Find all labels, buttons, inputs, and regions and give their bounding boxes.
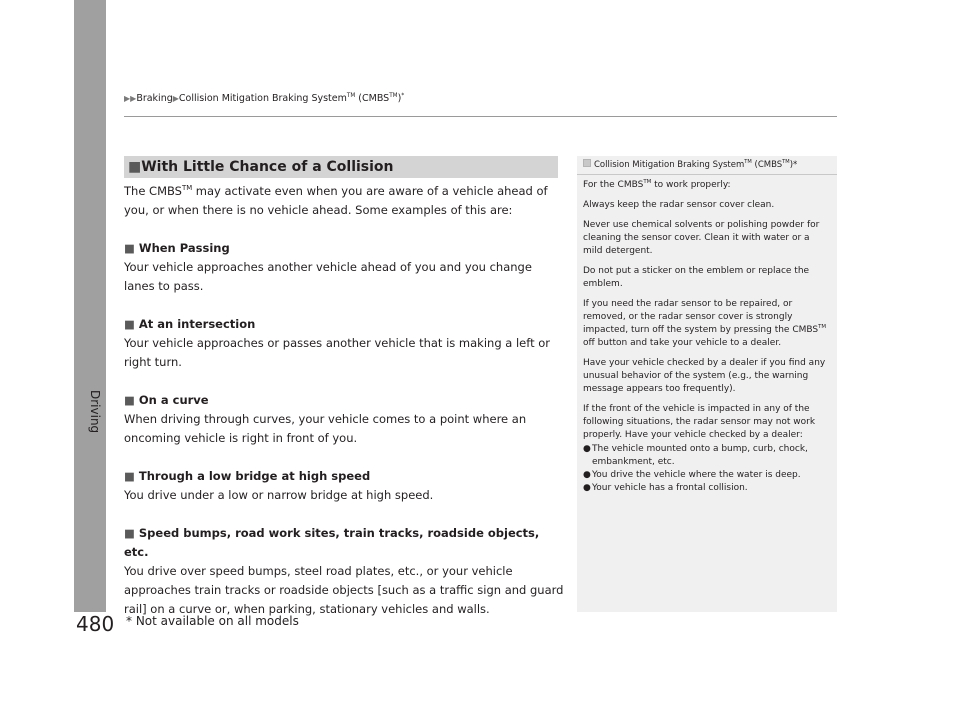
side-note-list: [583, 443, 831, 495]
side-note-body: [577, 179, 837, 495]
example-title: When Passing: [138, 241, 230, 255]
breadcrumb-arrow-icon: ▶: [172, 94, 179, 103]
example-item: [124, 391, 564, 448]
side-note-paragraph: Do not put a sticker on the emblem or replace the emblem.: [583, 266, 810, 289]
side-note-title: Collision Mitigation Braking System™ (CMBS™)*: [577, 156, 837, 175]
chapter-label: Driving: [88, 390, 102, 434]
square-bullet-icon: ■: [124, 317, 135, 331]
chapter-tab: [74, 0, 106, 612]
breadcrumb-item-cmbs[interactable]: Collision Mitigation Braking System™ (CMBS™)*: [178, 92, 405, 104]
square-bullet-icon: ■: [124, 393, 135, 407]
square-bullet-icon: ■: [128, 159, 142, 175]
side-note-paragraph: If the front of the vehicle is impacted in any of the following situations, the radar sensor may not work properly. Have your vehicle checked by a dealer:: [583, 404, 816, 440]
example-text: When driving through curves, your vehicle comes to a point where an oncoming vehicle is right in front of you.: [124, 412, 527, 445]
breadcrumb-arrow-icon: ▶▶: [124, 94, 137, 103]
side-note-paragraph: Never use chemical solvents or polishing powder for cleaning the sensor cover. Clean it with water or a mild detergent.: [583, 220, 820, 256]
example-text: You drive under a low or narrow bridge at high speed.: [124, 488, 434, 502]
bullet-icon: ●: [583, 444, 591, 454]
side-note-paragraph: If you need the radar sensor to be repaired, or removed, or the radar sensor cover is strongly impacted, turn off the system by pressing the CMBS™ off button and take your vehicle to a dealer.: [583, 299, 827, 348]
side-note: [577, 156, 837, 612]
example-text: You drive over speed bumps, steel road plates, etc., or your vehicle approaches train tracks or roadside objects [such as a traffic sign and guard rail] on a curve or, when parking, stationary vehicles and walls.: [124, 564, 564, 616]
intro-paragraph: The CMBS™ may activate even when you are aware of a vehicle ahead of you, or when there is no vehicle ahead. Some examples of this are:: [124, 184, 548, 217]
example-title: Speed bumps, road work sites, train tracks, roadside objects, etc.: [124, 526, 540, 559]
page-number: 480: [76, 612, 115, 636]
example-item: [124, 239, 564, 296]
list-item: ● The vehicle mounted onto a bump, curb, chock, embankment, etc.: [583, 444, 808, 467]
list-item: ● Your vehicle has a frontal collision.: [583, 483, 748, 493]
section-header: [124, 156, 558, 178]
footnote: * Not available on all models: [126, 614, 299, 628]
example-text: Your vehicle approaches or passes another vehicle that is making a left or right turn.: [124, 336, 551, 369]
side-note-paragraph: For the CMBS™ to work properly:: [583, 179, 731, 190]
square-bullet-icon: ■: [124, 241, 135, 255]
example-title: Through a low bridge at high speed: [138, 469, 371, 483]
example-item: [124, 467, 564, 505]
main-content: [124, 182, 564, 638]
bullet-icon: ●: [583, 483, 591, 493]
example-text: Your vehicle approaches another vehicle ahead of you and you change lanes to pass.: [124, 260, 532, 293]
reference-icon: [583, 159, 591, 167]
section-title: With Little Chance of a Collision: [141, 159, 394, 175]
breadcrumb: [124, 93, 404, 104]
example-item: [124, 315, 564, 372]
list-item: ● You drive the vehicle where the water is deep.: [583, 470, 801, 480]
header-divider: [124, 116, 837, 117]
side-note-paragraph: Have your vehicle checked by a dealer if you find any unusual behavior of the system (e.g., the warning message appears too frequently).: [583, 358, 826, 394]
square-bullet-icon: ■: [124, 526, 135, 540]
bullet-icon: ●: [583, 470, 591, 480]
side-note-paragraph: Always keep the radar sensor cover clean.: [583, 200, 775, 210]
example-title: At an intersection: [138, 317, 256, 331]
example-title: On a curve: [138, 393, 209, 407]
breadcrumb-item-braking[interactable]: Braking: [136, 93, 173, 104]
example-item: [124, 524, 564, 619]
square-bullet-icon: ■: [124, 469, 135, 483]
